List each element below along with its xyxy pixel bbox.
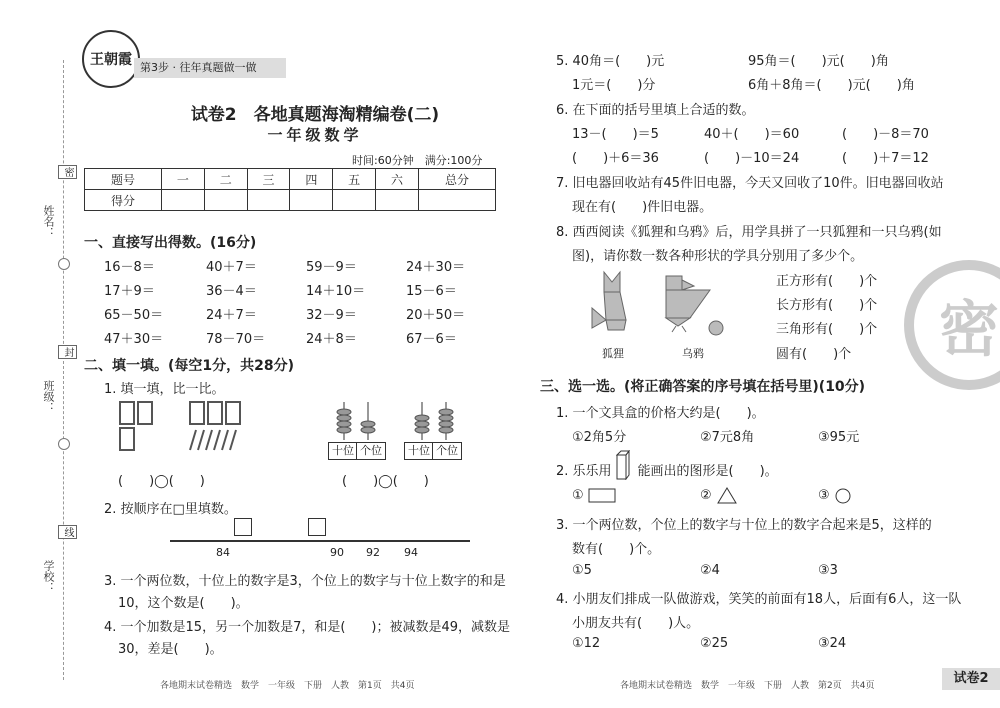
school-label: 学校： — [42, 560, 55, 593]
question-text: 6角＋8角＝( )元( )角 — [748, 78, 915, 93]
question-text: 小朋友共有( )人。 — [572, 616, 700, 631]
score-table — [84, 168, 496, 211]
question-text: 2. 乐乐用 能画出的图形是( )。 — [556, 464, 778, 479]
calc-item: 67－6＝ — [406, 332, 457, 347]
equation: ( )－10＝24 — [704, 151, 800, 166]
crow-circle — [709, 321, 723, 335]
place-label: 十位 — [404, 442, 434, 460]
numline-label: 84 — [216, 546, 230, 559]
place-label: 个位 — [432, 442, 462, 460]
calc-item: 65－50＝ — [104, 308, 164, 323]
shape-count: 正方形有( )个 — [776, 274, 878, 289]
calc-item: 16－8＝ — [104, 260, 155, 275]
stick-bundle — [120, 428, 134, 450]
score-cell[interactable] — [418, 190, 495, 211]
question-text: 1元＝( )分 — [572, 78, 656, 93]
numline-label: 90 — [330, 546, 344, 559]
calc-item: 24＋8＝ — [306, 332, 357, 347]
answer-box[interactable] — [234, 518, 252, 536]
equation: ( )＋7＝12 — [842, 151, 929, 166]
numline-label: 94 — [404, 546, 418, 559]
question-text: 10，这个数是( )。 — [118, 596, 249, 611]
question-text: 5. 40角＝( )元 — [556, 54, 665, 69]
option[interactable]: ①2角5分 — [572, 430, 627, 445]
punch-hole — [58, 438, 70, 450]
shape-count: 长方形有( )个 — [776, 298, 878, 313]
figure-label: 狐狸 — [602, 347, 624, 360]
section2-title: 二、填一填。(每空1分，共28分) — [84, 358, 295, 374]
stick-bundle — [138, 402, 152, 424]
equation: ( )－8＝70 — [842, 127, 929, 142]
fox-tail — [592, 308, 606, 328]
sticks-figure — [118, 398, 278, 458]
seal-word-1: 密 — [58, 165, 77, 179]
question-text: 2. 按顺序在□里填数。 — [104, 502, 237, 517]
footer-left: 各地期末试卷精选 数学 一年级 下册 人教 第1页 共4页 — [160, 681, 415, 691]
calc-item: 32－9＝ — [306, 308, 357, 323]
score-cell[interactable] — [204, 190, 247, 211]
name-label: 姓名： — [42, 205, 55, 238]
tangram-figures — [586, 268, 746, 344]
compare-blank[interactable]: ( )◯( ) — [118, 474, 205, 489]
score-row-label: 得分 — [85, 190, 162, 211]
fox-body — [604, 292, 626, 320]
calc-item: 17＋9＝ — [104, 284, 155, 299]
calc-item: 59－9＝ — [306, 260, 357, 275]
numline-label: 92 — [366, 546, 380, 559]
seal-word-2: 封 — [58, 345, 77, 359]
answer-box[interactable] — [308, 518, 326, 536]
section3-title: 三、选一选。(将正确答案的序号填在括号里)(10分) — [540, 379, 866, 395]
option[interactable]: ①12 — [572, 636, 601, 651]
score-header: 题号 — [85, 169, 162, 190]
brand-logo: 王朝霞 — [82, 30, 140, 88]
question-text: 3. 一个两位数，个位上的数字与十位上的数字合起来是5，这样的 — [556, 518, 932, 533]
seal-word-3: 线 — [58, 525, 77, 539]
calc-item: 47＋30＝ — [104, 332, 164, 347]
score-cell[interactable] — [376, 190, 419, 211]
cuboid-icon — [616, 450, 630, 480]
abacus-figure — [330, 402, 470, 442]
confidential-stamp: 密 — [904, 260, 1000, 390]
score-cell[interactable] — [290, 190, 333, 211]
stick-bundle — [226, 402, 240, 424]
score-header: 五 — [333, 169, 376, 190]
score-header: 四 — [290, 169, 333, 190]
section1-title: 一、直接写出得数。(16分) — [84, 235, 257, 251]
place-label: 个位 — [356, 442, 386, 460]
exam-tab: 试卷2 — [942, 668, 1000, 690]
stick-bundle — [190, 402, 204, 424]
calc-item: 36－4＝ — [206, 284, 257, 299]
option[interactable]: ②25 — [700, 636, 729, 651]
calc-item: 78－70＝ — [206, 332, 266, 347]
equation: ( )＋6＝36 — [572, 151, 659, 166]
question-text: 数有( )个。 — [572, 542, 661, 557]
option[interactable]: ② — [700, 488, 712, 503]
shape-count: 三角形有( )个 — [776, 322, 878, 337]
step-banner: 第3步 · 往年真题做一做 — [134, 58, 286, 78]
score-cell[interactable] — [247, 190, 290, 211]
question-text: 1. 一个文具盒的价格大约是( )。 — [556, 406, 765, 421]
score-header: 总分 — [418, 169, 495, 190]
place-label: 十位 — [328, 442, 358, 460]
rectangle-icon — [588, 488, 618, 504]
option[interactable]: ③95元 — [818, 430, 860, 445]
shape-count: 圆有( )个 — [776, 347, 852, 362]
question-text: 30，差是( )。 — [118, 642, 223, 657]
option[interactable]: ③3 — [818, 563, 838, 578]
question-text: 8. 西西阅读《狐狸和乌鸦》后，用学具拼了一只狐狸和一只乌鸦(如 — [556, 225, 942, 240]
figure-label: 乌鸦 — [682, 347, 704, 360]
option[interactable]: ②4 — [700, 563, 720, 578]
calc-item: 24＋7＝ — [206, 308, 257, 323]
equation: 40＋( )＝60 — [704, 127, 800, 142]
question-text: 6. 在下面的括号里填上合适的数。 — [556, 103, 755, 118]
option[interactable]: ① — [572, 488, 584, 503]
calc-item: 14＋10＝ — [306, 284, 366, 299]
crow-body — [666, 290, 710, 318]
compare-blank[interactable]: ( )◯( ) — [342, 474, 429, 489]
question-text: 图)，请你数一数各种形状的学具分别用了多少个。 — [572, 249, 864, 264]
score-cell[interactable] — [162, 190, 205, 211]
question-text: 4. 小朋友们排成一队做游戏，笑笑的前面有18人，后面有6人，这一队 — [556, 592, 962, 607]
binding-line — [63, 60, 64, 680]
option[interactable]: ②7元8角 — [700, 430, 755, 445]
punch-hole — [58, 258, 70, 270]
score-header: 三 — [247, 169, 290, 190]
calc-item: 40＋7＝ — [206, 260, 257, 275]
page-subtitle: 一年级数学 — [267, 126, 363, 144]
calc-item: 20＋50＝ — [406, 308, 466, 323]
question-text: 7. 旧电器回收站有45件旧电器，今天又回收了10件。旧电器回收站 — [556, 176, 944, 191]
equation: 13－( )＝5 — [572, 127, 659, 142]
stick-bundle — [120, 402, 134, 424]
page-title: 试卷2 各地真题海淘精编卷(二) — [190, 105, 440, 125]
option[interactable]: ③ — [818, 488, 830, 503]
calc-item: 24＋30＝ — [406, 260, 466, 275]
calc-item: 15－6＝ — [406, 284, 457, 299]
question-text: 95角＝( )元( )角 — [748, 54, 889, 69]
circle-icon — [834, 487, 852, 505]
fox-head — [604, 272, 620, 292]
class-label: 班级： — [42, 380, 55, 413]
score-cell[interactable] — [333, 190, 376, 211]
triangle-icon — [716, 487, 738, 505]
score-header: 一 — [162, 169, 205, 190]
crow-head — [666, 276, 682, 290]
score-header: 二 — [204, 169, 247, 190]
stick-bundle — [208, 402, 222, 424]
question-text: 1. 填一填，比一比。 — [104, 382, 225, 397]
number-line — [170, 540, 470, 542]
question-text: 4. 一个加数是15，另一个加数是7，和是( )；被减数是49，减数是 — [104, 620, 511, 635]
question-text: 3. 一个两位数，十位上的数字是3，个位上的数字与十位上数字的和是 — [104, 574, 506, 589]
option[interactable]: ①5 — [572, 563, 592, 578]
score-header: 六 — [376, 169, 419, 190]
time-info: 时间:60分钟 满分:100分 — [352, 154, 483, 167]
option[interactable]: ③24 — [818, 636, 847, 651]
question-text: 现在有( )件旧电器。 — [572, 200, 713, 215]
footer-right: 各地期末试卷精选 数学 一年级 下册 人教 第2页 共4页 — [620, 681, 875, 691]
